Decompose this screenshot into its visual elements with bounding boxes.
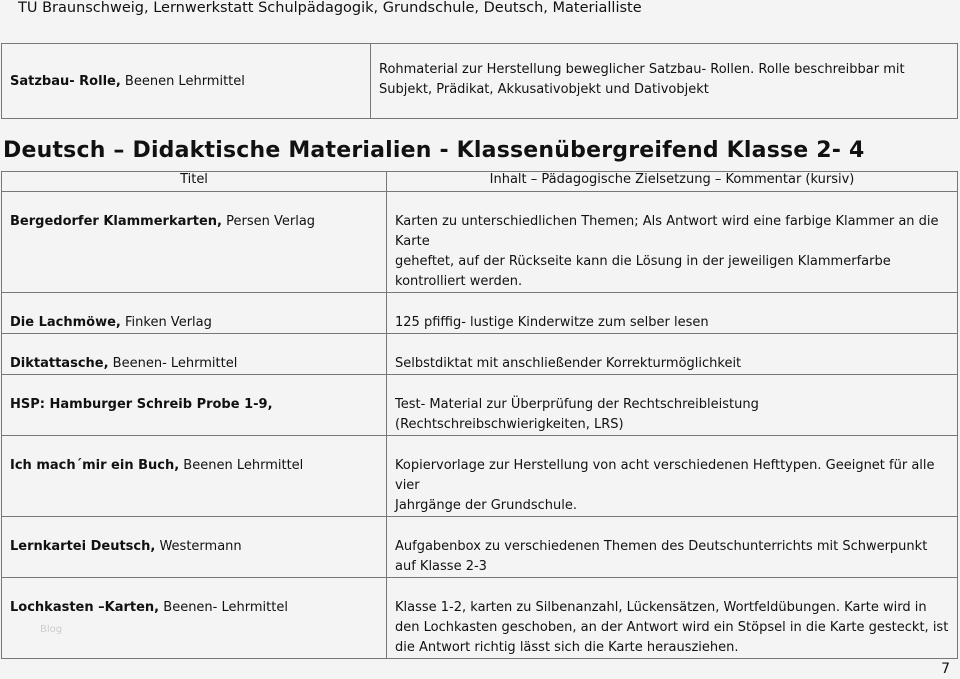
content-cell: Test- Material zur Überprüfung der Rechtschreibleistung (Rechtschreibschwierigkeiten, LRS) [387, 375, 958, 436]
title-bold: HSP: Hamburger Schreib Probe 1-9, [10, 397, 273, 412]
content-cell: Karten zu unterschiedlichen Themen; Als Antwort wird eine farbige Klammer an die Karte geheftet, auf der Rückseite kann die Lösung in der jeweiligen Klammerfarbe kontrolliert werden. [387, 192, 958, 293]
content-cell: Kopiervorlage zur Herstellung von acht verschiedenen Hefttypen. Geeignet für alle vier Jahrgänge der Grundschule. [387, 436, 958, 517]
page-number: 7 [941, 661, 950, 677]
table-row [2, 192, 958, 293]
table-row [2, 517, 958, 578]
title-bold: Ich mach´mir ein Buch, [10, 458, 180, 473]
title-cell [2, 293, 387, 334]
title-cell [2, 578, 387, 659]
title-publisher: Beenen- Lehrmittel [108, 356, 238, 371]
table-row [2, 293, 958, 334]
table-row [2, 436, 958, 517]
title-cell [2, 192, 387, 293]
table-row [2, 375, 958, 436]
table-row [2, 578, 958, 659]
title-bold: Die Lachmöwe, [10, 315, 121, 330]
column-header-title: Titel [2, 172, 387, 192]
content-cell: Selbstdiktat mit anschließender Korrekturmöglichkeit [387, 334, 958, 375]
title-cell [2, 334, 387, 375]
title-bold: Satzbau- Rolle, [10, 73, 121, 89]
table-row [2, 334, 958, 375]
title-cell [2, 517, 387, 578]
title-publisher: Westermann [155, 539, 242, 554]
content-cell: 125 pfiffig- lustige Kinderwitze zum selber lesen [387, 293, 958, 334]
watermark: Blog [40, 624, 63, 635]
title-bold: Diktattasche, [10, 356, 109, 371]
title-cell [2, 436, 387, 517]
content-cell: Rohmaterial zur Herstellung beweglicher Satzbau- Rollen. Rolle beschreibbar mit Subjekt, Prädikat, Akkusativobjekt und Dativobjekt [371, 44, 958, 119]
content-cell: Aufgabenbox zu verschiedenen Themen des Deutschunterrichts mit Schwerpunkt auf Klasse 2-3 [387, 517, 958, 578]
title-publisher: Finken Verlag [120, 315, 212, 330]
top-table [1, 43, 958, 119]
title-publisher: Persen Verlag [222, 214, 316, 229]
title-bold: Bergedorfer Klammerkarten, [10, 214, 222, 229]
section-title: Deutsch – Didaktische Materialien - Klassenübergreifend Klasse 2- 4 [3, 138, 865, 163]
title-cell [2, 375, 387, 436]
title-publisher: Beenen- Lehrmittel [159, 600, 288, 615]
title-publisher: Beenen Lehrmittel [179, 458, 304, 473]
content-cell: Klasse 1-2, karten zu Silbenanzahl, Lückensätzen, Wortfeldübungen. Karte wird in den Lochkasten geschoben, an der Antwort wird ein Stöpsel in die Karte gesteckt, ist die Antwort richtig lässt sich die Karte herausziehen. [387, 578, 958, 659]
title-bold: Lernkartei Deutsch, [10, 539, 156, 554]
column-header-content: Inhalt – Pädagogische Zielsetzung – Kommentar (kursiv) [387, 172, 958, 192]
title-bold: Lochkasten –Karten, [10, 600, 160, 615]
title-publisher: Beenen Lehrmittel [120, 73, 245, 89]
materials-table [1, 171, 958, 659]
title-cell [2, 44, 371, 119]
page-header: TU Braunschweig, Lernwerkstatt Schulpädagogik, Grundschule, Deutsch, Materialliste [18, 0, 642, 16]
table-row [2, 44, 958, 119]
